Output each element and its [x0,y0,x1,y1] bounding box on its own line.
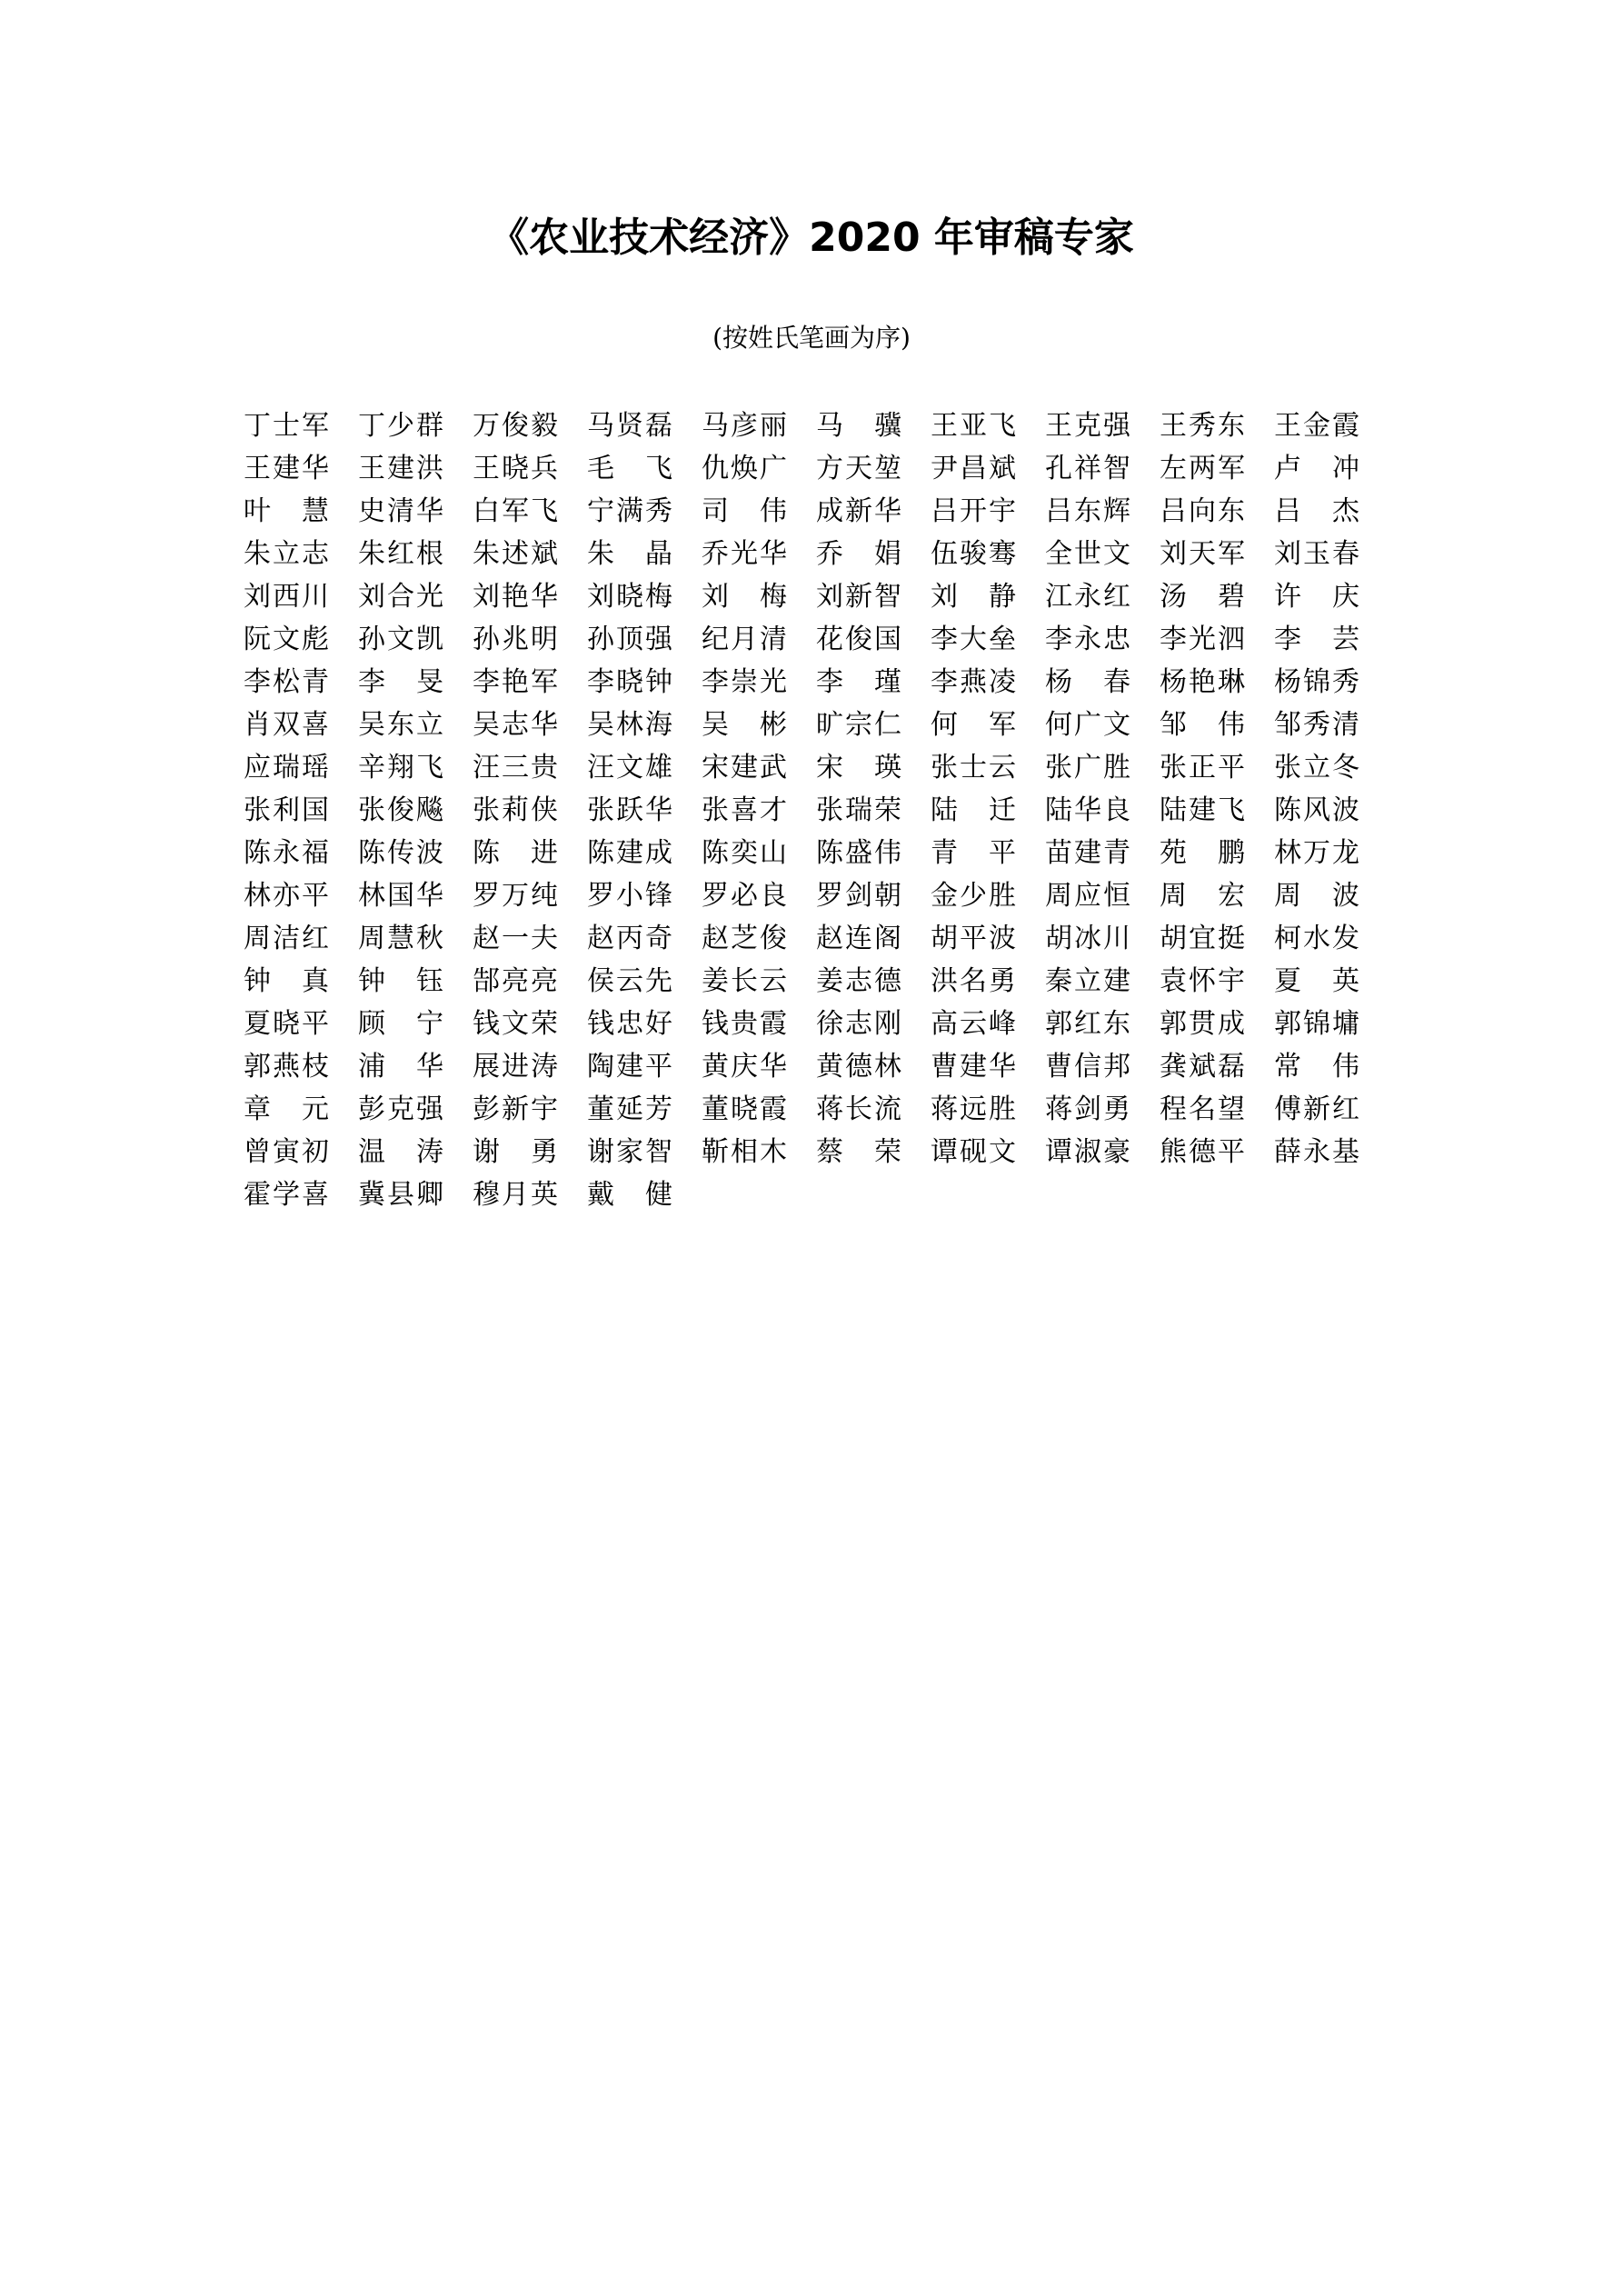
reviewer-name: 朱立志 [244,538,329,570]
reviewer-name: 秦立建 [1045,965,1130,997]
reviewer-name: 林万龙 [1274,837,1359,869]
reviewer-name: 董晓霞 [702,1093,787,1125]
reviewer-name: 谢 勇 [473,1136,558,1168]
reviewer-name: 杨 春 [1045,666,1130,698]
reviewer-name: 张喜才 [702,794,787,826]
reviewer-name: 胡平波 [931,923,1016,954]
reviewer-name: 李 旻 [358,666,443,698]
reviewer-name: 龚斌磊 [1160,1051,1245,1083]
reviewer-name: 孙兆明 [473,624,558,655]
reviewer-name: 刘 梅 [702,581,787,613]
reviewer-name: 郭锦墉 [1274,1008,1359,1040]
reviewer-name: 何 军 [931,709,1016,741]
reviewer-name: 夏 英 [1274,965,1359,997]
reviewer-name: 李艳军 [473,666,558,698]
reviewer-name: 谭砚文 [931,1136,1016,1168]
reviewer-name: 李 瑾 [816,666,901,698]
reviewer-name: 丁少群 [358,410,443,442]
reviewer-name: 张跃华 [587,794,672,826]
reviewer-name: 刘天军 [1160,538,1245,570]
reviewer-name: 刘西川 [244,581,329,613]
reviewer-name: 曾寅初 [244,1136,329,1168]
reviewer-name: 朱红根 [358,538,443,570]
reviewer-name: 江永红 [1045,581,1130,613]
reviewer-name: 张俊飚 [358,794,443,826]
reviewer-name: 卢 冲 [1274,453,1359,484]
reviewer-name: 乔 娟 [816,538,901,570]
reviewer-name: 姜长云 [702,965,787,997]
reviewer-name: 李松青 [244,666,329,698]
reviewer-name: 郭红东 [1045,1008,1130,1040]
reviewer-name: 罗万纯 [473,880,558,912]
reviewer-name: 蒋长流 [816,1093,901,1125]
reviewer-name: 王建华 [244,453,329,484]
reviewer-name: 黄德林 [816,1051,901,1083]
reviewer-name: 张利国 [244,794,329,826]
reviewer-name: 林国华 [358,880,443,912]
reviewer-name: 周 宏 [1160,880,1245,912]
reviewer-name: 王金霞 [1274,410,1359,442]
reviewer-name: 赵一夫 [473,923,558,954]
reviewer-name: 胡冰川 [1045,923,1130,954]
reviewer-name: 冀县卿 [358,1179,443,1211]
reviewer-name: 张正平 [1160,752,1245,784]
reviewer-name: 许 庆 [1274,581,1359,613]
reviewer-name: 霍学喜 [244,1179,329,1211]
reviewer-name: 汪三贵 [473,752,558,784]
reviewer-name: 钱文荣 [473,1008,558,1040]
reviewer-name: 宋建武 [702,752,787,784]
reviewer-name: 蒋远胜 [931,1093,1016,1125]
reviewer-name: 宁满秀 [587,495,672,527]
reviewer-name: 杨锦秀 [1274,666,1359,698]
reviewer-name: 刘合光 [358,581,443,613]
reviewer-name: 罗小锋 [587,880,672,912]
reviewer-name: 王秀东 [1160,410,1245,442]
reviewer-name: 彭新宇 [473,1093,558,1125]
reviewer-name: 李大垒 [931,624,1016,655]
reviewer-name: 彭克强 [358,1093,443,1125]
reviewer-name: 戴 健 [587,1179,672,1211]
reviewer-name: 全世文 [1045,538,1130,570]
reviewer-name: 张莉侠 [473,794,558,826]
reviewer-name: 郭燕枝 [244,1051,329,1083]
page-subtitle: (按姓氏笔画为序) [712,323,911,353]
reviewer-name: 马贤磊 [587,410,672,442]
page-title: 《农业技术经济》2020 年审稿专家 [489,215,1134,261]
reviewer-name: 叶 慧 [244,495,329,527]
reviewer-name: 周 波 [1274,880,1359,912]
reviewer-name: 张士云 [931,752,1016,784]
reviewer-name: 林亦平 [244,880,329,912]
reviewer-name: 侯云先 [587,965,672,997]
reviewer-name: 杨艳琳 [1160,666,1245,698]
reviewer-name: 花俊国 [816,624,901,655]
reviewer-name: 金少胜 [931,880,1016,912]
reviewer-name: 熊德平 [1160,1136,1245,1168]
reviewer-name: 青 平 [931,837,1016,869]
reviewer-name: 王晓兵 [473,453,558,484]
reviewer-name: 姜志德 [816,965,901,997]
reviewer-name: 夏晓平 [244,1008,329,1040]
reviewer-name: 陶建平 [587,1051,672,1083]
reviewer-name: 孔祥智 [1045,453,1130,484]
reviewer-name: 李燕凌 [931,666,1016,698]
reviewer-name: 纪月清 [702,624,787,655]
reviewer-name: 司 伟 [702,495,787,527]
reviewer-name: 谭淑豪 [1045,1136,1130,1168]
reviewer-name: 黄庆华 [702,1051,787,1083]
reviewer-name: 郜亮亮 [473,965,558,997]
reviewer-name: 王亚飞 [931,410,1016,442]
reviewer-name: 白军飞 [473,495,558,527]
reviewer-name: 刘新智 [816,581,901,613]
reviewer-name: 张立冬 [1274,752,1359,784]
reviewer-name: 柯水发 [1274,923,1359,954]
reviewer-name: 吴志华 [473,709,558,741]
reviewer-name: 方天堃 [816,453,901,484]
reviewer-name: 孙顶强 [587,624,672,655]
reviewer-name: 丁士军 [244,410,329,442]
reviewer-name: 李永忠 [1045,624,1130,655]
reviewer-name: 展进涛 [473,1051,558,1083]
reviewer-name: 钱贵霞 [702,1008,787,1040]
reviewer-name: 周洁红 [244,923,329,954]
reviewer-name: 靳相木 [702,1136,787,1168]
reviewer-name: 张瑞荣 [816,794,901,826]
reviewer-name: 刘玉春 [1274,538,1359,570]
reviewer-name: 仇焕广 [702,453,787,484]
reviewer-name: 汤 碧 [1160,581,1245,613]
reviewer-name: 尹昌斌 [931,453,1016,484]
reviewer-name: 常 伟 [1274,1051,1359,1083]
reviewer-name: 赵连阁 [816,923,901,954]
reviewer-name: 张广胜 [1045,752,1130,784]
reviewer-name: 曹信邦 [1045,1051,1130,1083]
reviewer-name: 吕开宇 [931,495,1016,527]
reviewer-name: 陈建成 [587,837,672,869]
reviewer-name: 曹建华 [931,1051,1016,1083]
reviewer-name: 赵芝俊 [702,923,787,954]
reviewer-name: 傅新红 [1274,1093,1359,1125]
reviewer-name: 钟 真 [244,965,329,997]
reviewer-name: 陆华良 [1045,794,1130,826]
reviewer-name: 左两军 [1160,453,1245,484]
reviewer-name: 陆 迁 [931,794,1016,826]
reviewer-name: 刘 静 [931,581,1016,613]
reviewer-name: 宋 瑛 [816,752,901,784]
reviewer-name: 苑 鹏 [1160,837,1245,869]
reviewer-name: 吕向东 [1160,495,1245,527]
reviewer-name: 乔光华 [702,538,787,570]
reviewer-name: 钱忠好 [587,1008,672,1040]
reviewer-name: 洪名勇 [931,965,1016,997]
reviewer-name: 邹 伟 [1160,709,1245,741]
reviewer-name: 罗剑朝 [816,880,901,912]
reviewer-name: 李崇光 [702,666,787,698]
reviewer-name: 董延芳 [587,1093,672,1125]
reviewer-name: 成新华 [816,495,901,527]
reviewer-name: 汪文雄 [587,752,672,784]
reviewer-name: 肖双喜 [244,709,329,741]
reviewer-name: 浦 华 [358,1051,443,1083]
reviewer-name: 陈永福 [244,837,329,869]
reviewer-name: 赵丙奇 [587,923,672,954]
reviewer-name: 高云峰 [931,1008,1016,1040]
reviewer-name: 李光泗 [1160,624,1245,655]
reviewer-name: 王克强 [1045,410,1130,442]
reviewer-name: 伍骏骞 [931,538,1016,570]
reviewer-name: 吕东辉 [1045,495,1130,527]
reviewer-name: 李 芸 [1274,624,1359,655]
reviewer-name: 陈 进 [473,837,558,869]
reviewer-name: 辛翔飞 [358,752,443,784]
reviewer-name: 胡宜挺 [1160,923,1245,954]
reviewer-name: 陈传波 [358,837,443,869]
reviewer-name: 吴东立 [358,709,443,741]
reviewer-name: 郭贯成 [1160,1008,1245,1040]
reviewer-name: 薛永基 [1274,1136,1359,1168]
reviewer-name: 吴林海 [587,709,672,741]
reviewer-name: 周慧秋 [358,923,443,954]
reviewer-name: 旷宗仁 [816,709,901,741]
reviewer-name: 袁怀宇 [1160,965,1245,997]
reviewer-name: 顾 宁 [358,1008,443,1040]
reviewer-name: 王建洪 [358,453,443,484]
reviewer-name: 苗建青 [1045,837,1130,869]
reviewer-name: 陈风波 [1274,794,1359,826]
reviewer-name: 刘艳华 [473,581,558,613]
reviewer-name: 温 涛 [358,1136,443,1168]
reviewer-name: 刘晓梅 [587,581,672,613]
reviewer-name: 陈盛伟 [816,837,901,869]
reviewer-name: 罗必良 [702,880,787,912]
reviewer-name: 万俊毅 [473,410,558,442]
reviewer-name: 马彦丽 [702,410,787,442]
reviewer-name: 朱述斌 [473,538,558,570]
reviewer-name: 陆建飞 [1160,794,1245,826]
reviewer-name: 谢家智 [587,1136,672,1168]
reviewer-name: 应瑞瑶 [244,752,329,784]
reviewer-name: 孙文凯 [358,624,443,655]
reviewer-name: 周应恒 [1045,880,1130,912]
reviewer-name-list [244,404,1389,1216]
reviewer-name: 朱 晶 [587,538,672,570]
reviewer-name: 毛 飞 [587,453,672,484]
reviewer-name: 史清华 [358,495,443,527]
reviewer-name: 钟 钰 [358,965,443,997]
reviewer-name: 李晓钟 [587,666,672,698]
reviewer-name: 邹秀清 [1274,709,1359,741]
reviewer-name: 章 元 [244,1093,329,1125]
reviewer-name: 马 骥 [816,410,901,442]
reviewer-name: 吕 杰 [1274,495,1359,527]
reviewer-name: 陈奕山 [702,837,787,869]
reviewer-name: 程名望 [1160,1093,1245,1125]
reviewer-name: 何广文 [1045,709,1130,741]
reviewer-name: 阮文彪 [244,624,329,655]
reviewer-name: 蒋剑勇 [1045,1093,1130,1125]
reviewer-name: 吴 彬 [702,709,787,741]
reviewer-name: 穆月英 [473,1179,558,1211]
reviewer-name: 蔡 荣 [816,1136,901,1168]
reviewer-name: 徐志刚 [816,1008,901,1040]
